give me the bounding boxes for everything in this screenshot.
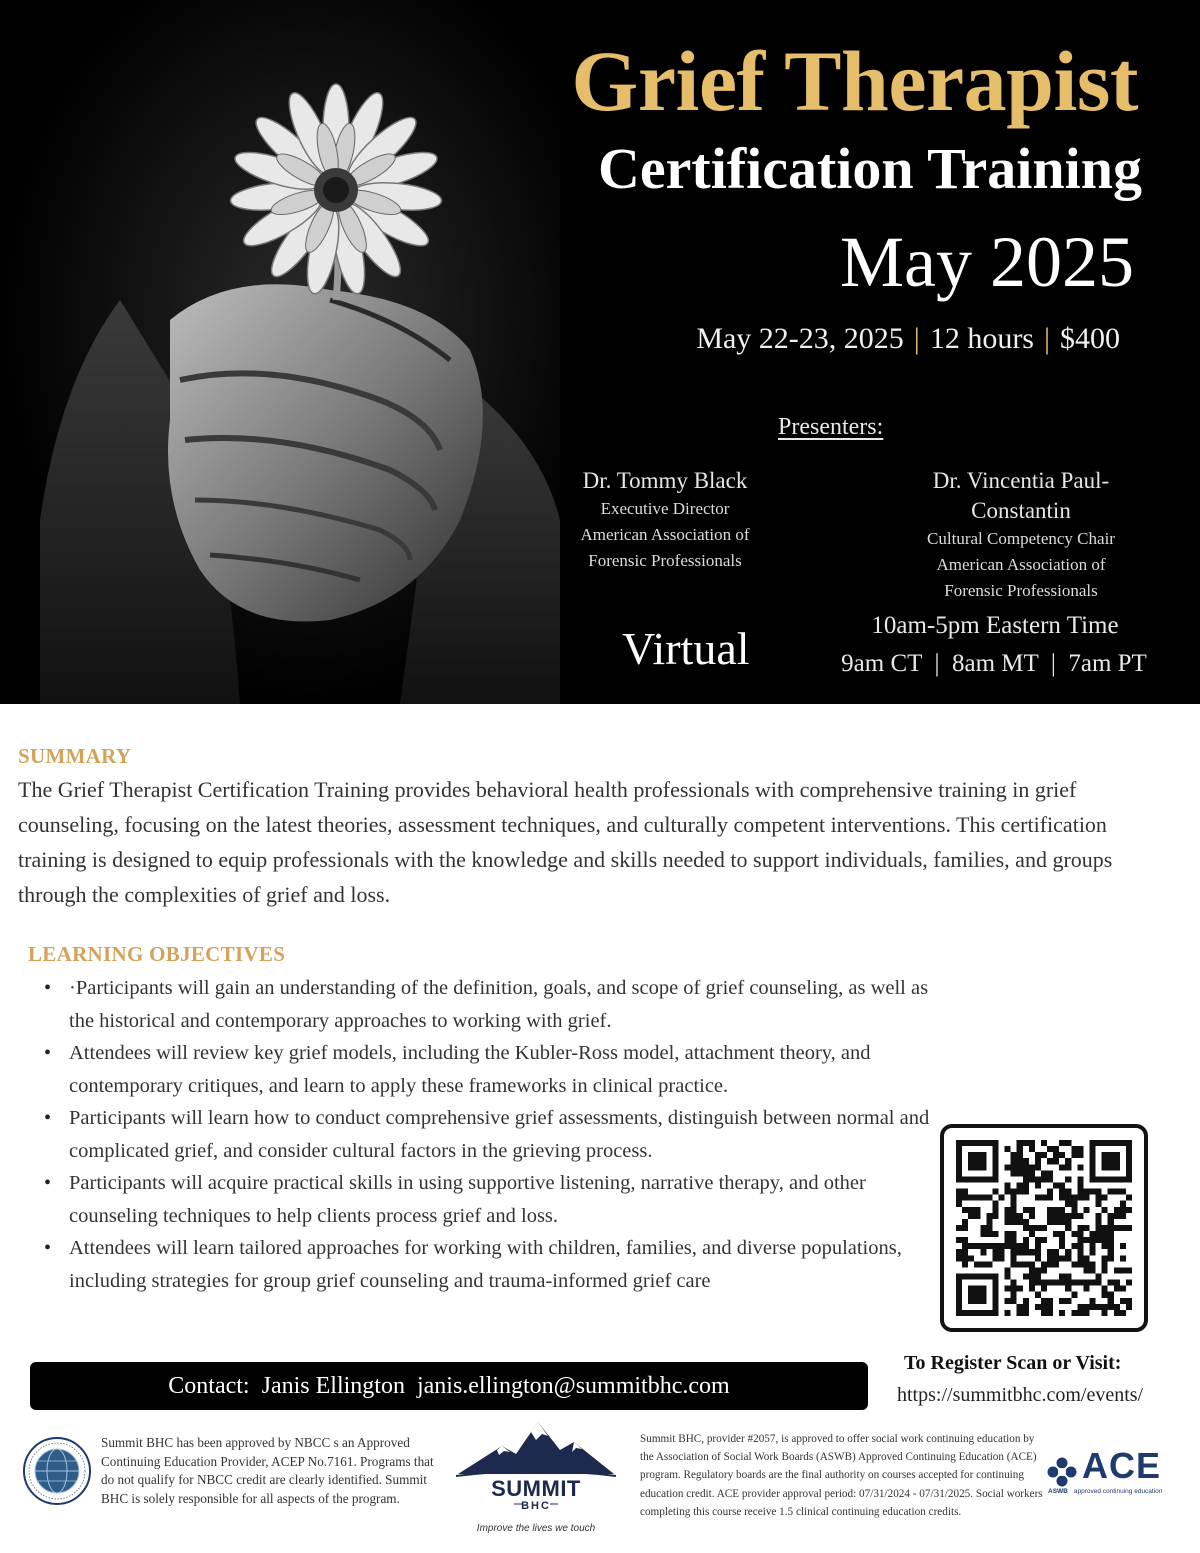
qr-code-icon[interactable] — [956, 1140, 1132, 1316]
event-details — [696, 322, 1120, 356]
separator: | — [1043, 322, 1050, 355]
presenter-org: Forensic Professionals — [944, 581, 1098, 600]
ace-sub-right: approved continuing education — [1073, 1488, 1163, 1495]
register-heading: To Register Scan or Visit: — [904, 1352, 1122, 1374]
event-hours: 12 hours — [929, 322, 1034, 355]
contact-bar — [30, 1362, 868, 1410]
list-item: • Attendees will learn tailored approaches for working with children, families, and diverse populations, including strategies for group grief counseling and trauma-informed grief care — [44, 1232, 939, 1297]
event-time-zones: 9am CT | 8am MT | 7am PT — [841, 650, 1147, 677]
event-dates: May 22-23, 2025 — [696, 322, 904, 355]
summit-logo-name: SUMMIT — [491, 1476, 581, 1501]
presenter-card — [560, 466, 770, 574]
summary-text: The Grief Therapist Certification Training provides behavioral health professionals with comprehensive training in grief counseling, focusing on the latest theories, assessment techniques, and culturally competent interventions. This certification training is designed to equip professionals with the knowledge and skills needed to support individuals, families, and groups through the complexities of grief and loss. — [18, 777, 1113, 907]
ace-logo-word: ACE — [1082, 1445, 1162, 1486]
objectives-heading: LEARNING OBJECTIVES — [28, 942, 286, 966]
nbcc-statement: Summit BHC has been approved by NBCC s an Approved Continuing Education Provider, ACEP No.7161. Programs that do not qualify for NBCC credit are clearly identified. Summit BHC is solely responsible for all aspects of the program. — [101, 1435, 434, 1506]
list-item: • Attendees will review key grief models, including the Kubler-Ross model, attachment theory, and contemporary critiques, and learn to apply these frameworks in clinical practice. — [44, 1037, 939, 1102]
contact-name: Janis Ellington — [261, 1372, 405, 1399]
presenters-heading: Presenters: — [778, 414, 884, 440]
event-price: $400 — [1060, 322, 1120, 355]
separator: | — [913, 322, 920, 355]
presenter-name: Dr. Vincentia Paul-Constantin — [932, 468, 1110, 523]
time-pt: 7am PT — [1068, 650, 1147, 677]
summary-heading: SUMMARY — [18, 744, 132, 768]
hero-banner — [0, 0, 1200, 704]
title-line-2: Certification Training — [598, 136, 1142, 201]
qr-code-frame[interactable] — [940, 1124, 1148, 1332]
event-time: 10am-5pm Eastern Time — [871, 612, 1119, 639]
contact-email[interactable]: janis.ellington@summitbhc.com — [416, 1372, 730, 1399]
title-line-1: Grief Therapist — [571, 33, 1138, 129]
objectives-list — [44, 972, 939, 1297]
presenter-role: Executive Director — [600, 499, 730, 518]
flower-hands-photo — [0, 0, 560, 704]
title-month: May 2025 — [840, 222, 1134, 302]
ace-sub-left: ASWB — [1048, 1488, 1068, 1495]
ace-logo-sub — [1048, 1488, 1162, 1495]
list-item: • Participants will acquire practical skills in using supportive listening, narrative therapy, and other counseling techniques to help clients process grief and loss. — [44, 1167, 939, 1232]
presenter-name: Dr. Tommy Black — [582, 468, 748, 493]
summit-tagline: Improve the lives we touch — [476, 1523, 596, 1534]
list-item: • Participants will learn how to conduct comprehensive grief assessments, distinguish between normal and complicated grief, and consider cultural factors in the grieving process. — [44, 1102, 939, 1167]
event-location: Virtual — [622, 623, 750, 674]
nbcc-seal-icon — [22, 1436, 92, 1506]
time-ct: 9am CT — [841, 650, 922, 677]
list-item: • ·Participants will gain an understanding of the definition, goals, and scope of grief counseling, as well as the historical and contemporary approaches to working with grief. — [44, 972, 939, 1037]
aswb-statement: Summit BHC, provider #2057, is approved to offer social work continuing education by the Association of Social Work Boards (ASWB) Approved Continuing Education (ACE) program. Regulatory boards are the final authority on courses accepted for continuing education credit. ACE provider approval period: 07/31/2024 - 07/31/2025. Social workers completing this course receive 1.5 clinical continuing education credits. — [640, 1433, 1043, 1518]
contact-label: Contact: — [168, 1372, 250, 1399]
presenter-role: Cultural Competency Chair — [927, 529, 1115, 548]
presenter-org: American Association of — [936, 555, 1106, 574]
time-mt: 8am MT — [951, 650, 1039, 677]
register-link[interactable]: https://summitbhc.com/events/ — [897, 1384, 1144, 1406]
presenter-org: American Association of — [580, 525, 750, 544]
presenter-card — [888, 466, 1154, 604]
summit-logo-sub: BHC — [521, 1500, 551, 1512]
presenter-org: Forensic Professionals — [588, 551, 742, 570]
